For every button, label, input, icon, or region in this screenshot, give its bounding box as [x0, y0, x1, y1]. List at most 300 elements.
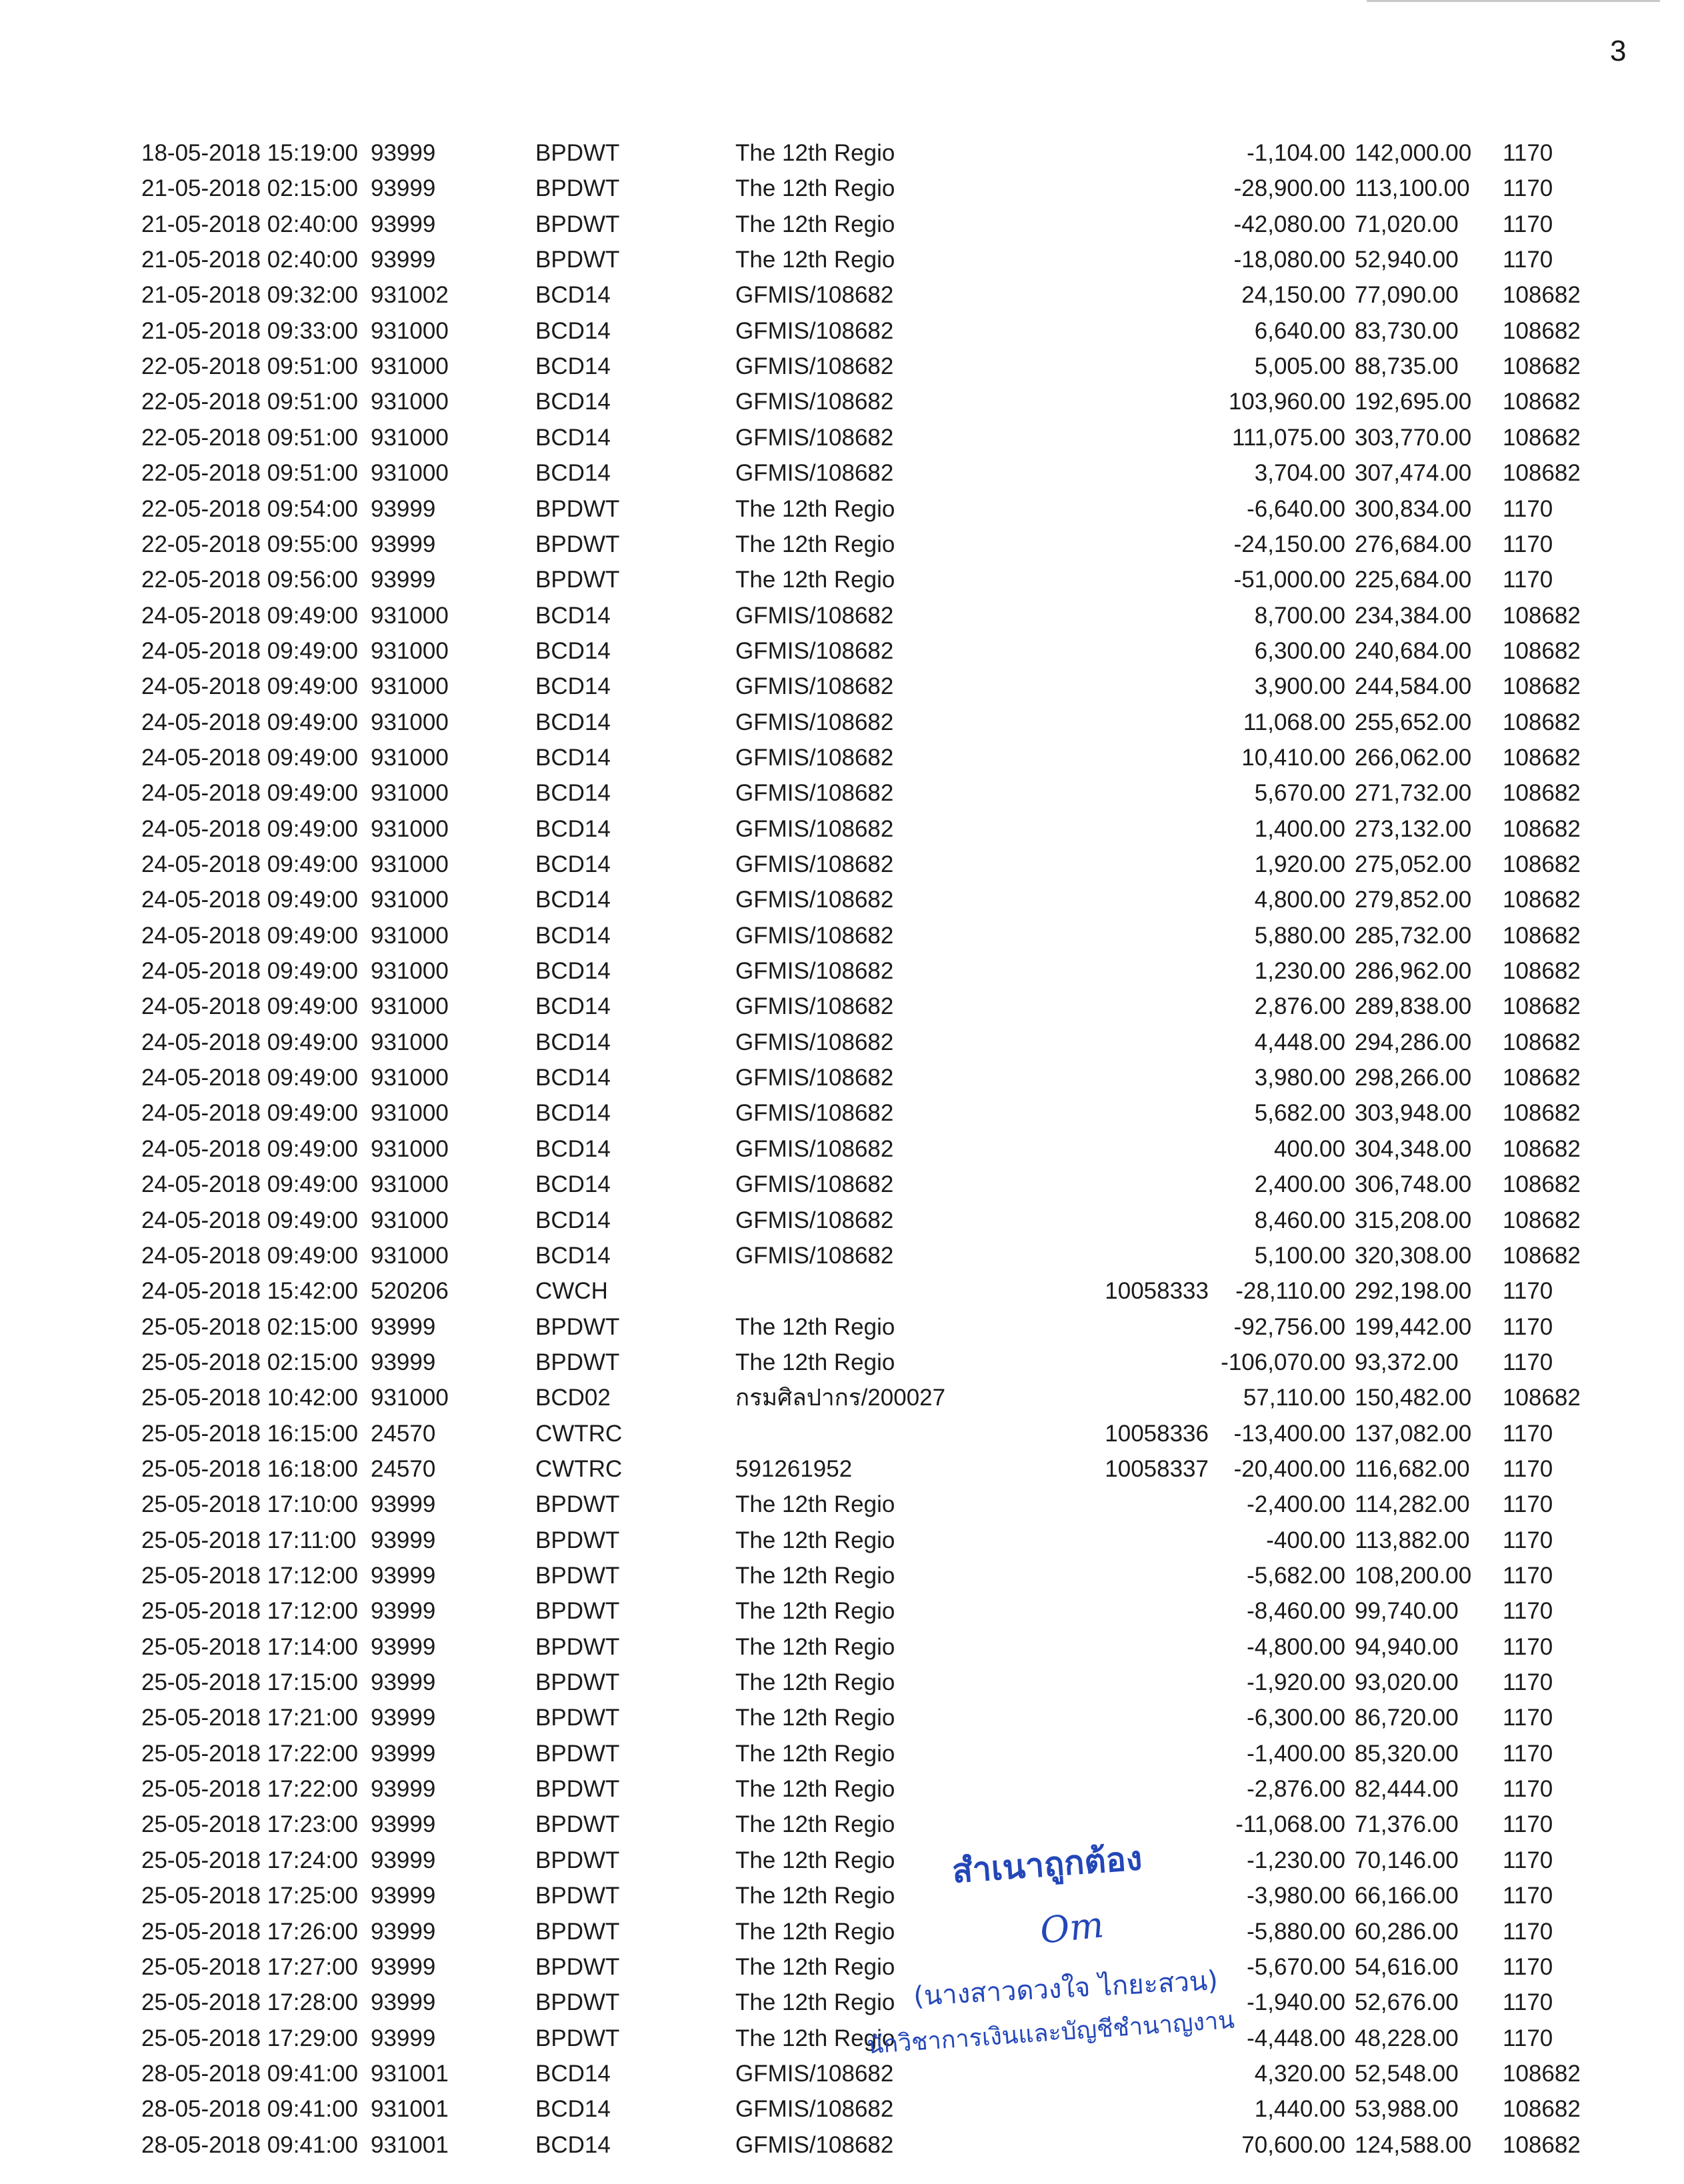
- row-account: 108682: [1503, 1171, 1581, 1198]
- row-code: 931000: [371, 744, 449, 771]
- row-account: 1170: [1503, 1918, 1553, 1945]
- row-type: BPDWT: [535, 1349, 620, 1375]
- row-type: BPDWT: [535, 495, 620, 522]
- row-description: The 12th Regio: [735, 1527, 895, 1553]
- row-type: BCD14: [535, 887, 611, 913]
- stamp-signature: Om: [1037, 1903, 1106, 1952]
- table-row: [0, 2129, 1684, 2162]
- row-code: 931000: [371, 922, 449, 949]
- row-account: 1170: [1503, 1776, 1553, 1803]
- table-row: [0, 1381, 1684, 1415]
- row-balance: 192,695.00: [1355, 389, 1472, 415]
- row-code: 931000: [371, 1385, 449, 1411]
- row-date: 25-05-2018 17:21:00: [141, 1705, 358, 1731]
- row-balance: 266,062.00: [1355, 744, 1472, 771]
- row-balance: 275,052.00: [1355, 851, 1472, 877]
- row-amount: -1,940.00: [1247, 1989, 1345, 2016]
- row-code: 93999: [371, 1598, 436, 1625]
- row-account: 108682: [1503, 602, 1581, 629]
- row-code: 931000: [371, 958, 449, 985]
- row-date: 25-05-2018 17:22:00: [141, 1740, 358, 1767]
- row-account: 1170: [1503, 1313, 1553, 1340]
- row-type: BPDWT: [535, 1527, 620, 1553]
- row-date: 22-05-2018 09:51:00: [141, 353, 358, 380]
- row-type: BCD14: [535, 709, 611, 735]
- table-row: [0, 1951, 1684, 1984]
- row-type: BPDWT: [535, 1740, 620, 1767]
- row-type: BPDWT: [535, 247, 620, 273]
- row-account: 108682: [1503, 1207, 1581, 1233]
- table-row: [0, 955, 1684, 988]
- row-account: 1170: [1503, 1953, 1553, 1980]
- row-code: 931000: [371, 1135, 449, 1162]
- row-type: BPDWT: [535, 1563, 620, 1589]
- table-row: [0, 1844, 1684, 1877]
- row-amount: -1,230.00: [1247, 1847, 1345, 1873]
- row-amount: 103,960.00: [1228, 389, 1345, 415]
- row-amount: -1,920.00: [1247, 1669, 1345, 1696]
- row-amount: 1,230.00: [1254, 958, 1345, 985]
- row-account: 108682: [1503, 1100, 1581, 1127]
- row-amount: 5,670.00: [1254, 780, 1345, 807]
- row-balance: 240,684.00: [1355, 637, 1472, 664]
- row-account: 108682: [1503, 958, 1581, 985]
- row-code: 931000: [371, 673, 449, 700]
- row-description: GFMIS/108682: [735, 317, 894, 344]
- row-type: BPDWT: [535, 1598, 620, 1625]
- row-code: 93999: [371, 531, 436, 557]
- row-date: 25-05-2018 17:11:00: [141, 1527, 357, 1553]
- row-amount: 5,005.00: [1254, 353, 1345, 380]
- row-type: BCD14: [535, 1100, 611, 1127]
- row-type: BCD14: [535, 1242, 611, 1269]
- row-type: BCD14: [535, 389, 611, 415]
- row-code: 931000: [371, 993, 449, 1020]
- row-description: The 12th Regio: [735, 1491, 895, 1518]
- row-amount: -4,448.00: [1247, 2025, 1345, 2051]
- row-description: The 12th Regio: [735, 211, 895, 237]
- table-row: [0, 563, 1684, 597]
- row-date: 25-05-2018 17:10:00: [141, 1491, 358, 1518]
- row-type: BPDWT: [535, 1953, 620, 1980]
- row-balance: 93,372.00: [1355, 1349, 1459, 1375]
- row-date: 24-05-2018 09:49:00: [141, 602, 358, 629]
- row-account: 108682: [1503, 993, 1581, 1020]
- row-type: BCD14: [535, 993, 611, 1020]
- row-balance: 289,838.00: [1355, 993, 1472, 1020]
- row-description: The 12th Regio: [735, 531, 895, 557]
- row-account: 108682: [1503, 744, 1581, 771]
- row-date: 21-05-2018 02:40:00: [141, 211, 358, 237]
- row-amount: 10,410.00: [1241, 744, 1345, 771]
- row-code: 93999: [371, 1313, 436, 1340]
- row-date: 24-05-2018 09:49:00: [141, 1100, 358, 1127]
- row-code: 93999: [371, 1740, 436, 1767]
- row-balance: 315,208.00: [1355, 1207, 1472, 1233]
- row-code: 931001: [371, 2060, 449, 2087]
- row-code: 24570: [371, 1455, 436, 1482]
- row-balance: 70,146.00: [1355, 1847, 1459, 1873]
- row-description: GFMIS/108682: [735, 637, 894, 664]
- row-balance: 307,474.00: [1355, 460, 1472, 487]
- row-account: 108682: [1503, 709, 1581, 735]
- row-balance: 286,962.00: [1355, 958, 1472, 985]
- row-date: 24-05-2018 09:49:00: [141, 744, 358, 771]
- row-account: 1170: [1503, 1740, 1553, 1767]
- row-type: BCD14: [535, 1207, 611, 1233]
- row-account: 108682: [1503, 424, 1581, 451]
- row-balance: 108,200.00: [1355, 1563, 1472, 1589]
- row-balance: 271,732.00: [1355, 780, 1472, 807]
- row-code: 93999: [371, 567, 436, 593]
- row-account: 108682: [1503, 2096, 1581, 2123]
- table-row: [0, 813, 1684, 846]
- table-row: [0, 2022, 1684, 2055]
- row-description: GFMIS/108682: [735, 780, 894, 807]
- row-balance: 306,748.00: [1355, 1171, 1472, 1198]
- row-code: 931000: [371, 424, 449, 451]
- row-account: 1170: [1503, 1989, 1553, 2016]
- row-balance: 71,376.00: [1355, 1811, 1459, 1838]
- row-code: 931000: [371, 317, 449, 344]
- row-date: 24-05-2018 09:49:00: [141, 1065, 358, 1091]
- row-amount: -5,682.00: [1247, 1563, 1345, 1589]
- row-amount: 1,440.00: [1254, 2096, 1345, 2123]
- row-type: BPDWT: [535, 140, 620, 166]
- row-account: 108682: [1503, 460, 1581, 487]
- row-type: BPDWT: [535, 211, 620, 237]
- row-code: 931000: [371, 1100, 449, 1127]
- row-code: 93999: [371, 1633, 436, 1660]
- row-code: 931000: [371, 460, 449, 487]
- row-description: GFMIS/108682: [735, 709, 894, 735]
- table-row: [0, 741, 1684, 775]
- row-balance: 99,740.00: [1355, 1598, 1459, 1625]
- row-code: 931001: [371, 2131, 449, 2158]
- row-amount: -1,400.00: [1247, 1740, 1345, 1767]
- row-type: BCD14: [535, 282, 611, 309]
- row-account: 1170: [1503, 1883, 1553, 1909]
- table-row: [0, 706, 1684, 739]
- row-amount: 8,460.00: [1254, 1207, 1345, 1233]
- table-row: [0, 2093, 1684, 2126]
- row-type: BPDWT: [535, 1776, 620, 1803]
- row-code: 93999: [371, 1705, 436, 1731]
- row-account: 108682: [1503, 1242, 1581, 1269]
- row-code: 93999: [371, 1563, 436, 1589]
- row-amount: 1,920.00: [1254, 851, 1345, 877]
- row-code: 93999: [371, 140, 436, 166]
- row-date: 25-05-2018 17:26:00: [141, 1918, 358, 1945]
- table-row: [0, 1808, 1684, 1841]
- row-date: 25-05-2018 17:12:00: [141, 1563, 358, 1589]
- row-amount: -1,104.00: [1247, 140, 1345, 166]
- row-code: 93999: [371, 175, 436, 202]
- row-type: BPDWT: [535, 2025, 620, 2051]
- row-code: 520206: [371, 1278, 449, 1305]
- row-amount: -20,400.00: [1233, 1455, 1345, 1482]
- row-code: 93999: [371, 1491, 436, 1518]
- row-balance: 298,266.00: [1355, 1065, 1472, 1091]
- row-amount: 1,400.00: [1254, 815, 1345, 842]
- row-amount: 8,700.00: [1254, 602, 1345, 629]
- table-row: [0, 528, 1684, 561]
- row-date: 25-05-2018 17:22:00: [141, 1776, 358, 1803]
- row-code: 931000: [371, 709, 449, 735]
- row-date: 25-05-2018 02:15:00: [141, 1349, 358, 1375]
- row-description: GFMIS/108682: [735, 2096, 894, 2123]
- page-number: 3: [1610, 35, 1627, 67]
- row-balance: 285,732.00: [1355, 922, 1472, 949]
- table-row: [0, 1879, 1684, 1913]
- row-amount: 4,448.00: [1254, 1029, 1345, 1055]
- row-account: 1170: [1503, 1527, 1553, 1553]
- row-balance: 88,735.00: [1355, 353, 1459, 380]
- table-row: [0, 1133, 1684, 1166]
- row-date: 24-05-2018 09:49:00: [141, 780, 358, 807]
- row-amount: 3,704.00: [1254, 460, 1345, 487]
- row-reference: 10058333: [1105, 1278, 1209, 1305]
- row-description: The 12th Regio: [735, 1563, 895, 1589]
- table-row: [0, 1666, 1684, 1699]
- row-date: 21-05-2018 02:40:00: [141, 247, 358, 273]
- row-amount: 5,682.00: [1254, 1100, 1345, 1127]
- row-account: 108682: [1503, 1135, 1581, 1162]
- row-balance: 303,770.00: [1355, 424, 1472, 451]
- row-date: 24-05-2018 09:49:00: [141, 1135, 358, 1162]
- row-balance: 113,100.00: [1355, 175, 1470, 202]
- stamp-signer-position: นักวิชาการเงินและบัญชีชำนาญงาน: [866, 2006, 1236, 2060]
- row-description: GFMIS/108682: [735, 389, 894, 415]
- row-amount: -2,876.00: [1247, 1776, 1345, 1803]
- row-account: 1170: [1503, 175, 1553, 202]
- row-balance: 48,228.00: [1355, 2025, 1459, 2051]
- row-balance: 225,684.00: [1355, 567, 1472, 593]
- row-description: GFMIS/108682: [735, 1029, 894, 1055]
- row-description: GFMIS/108682: [735, 602, 894, 629]
- table-row: [0, 919, 1684, 953]
- row-code: 93999: [371, 1918, 436, 1945]
- row-code: 93999: [371, 495, 436, 522]
- row-amount: 11,068.00: [1243, 709, 1345, 735]
- table-row: [0, 1559, 1684, 1593]
- stamp-certified-copy: สำเนาถูกต้อง: [951, 1839, 1144, 1891]
- row-date: 25-05-2018 16:15:00: [141, 1420, 358, 1447]
- row-type: BPDWT: [535, 1491, 620, 1518]
- row-date: 18-05-2018 15:19:00: [141, 140, 358, 166]
- row-description: The 12th Regio: [735, 1811, 895, 1838]
- row-description: GFMIS/108682: [735, 958, 894, 985]
- row-amount: 2,876.00: [1254, 993, 1345, 1020]
- table-row: [0, 279, 1684, 312]
- row-account: 1170: [1503, 1669, 1553, 1696]
- row-account: 1170: [1503, 1598, 1553, 1625]
- row-amount: -24,150.00: [1233, 531, 1345, 557]
- row-code: 931000: [371, 1065, 449, 1091]
- table-row: [0, 385, 1684, 419]
- row-date: 25-05-2018 17:23:00: [141, 1811, 358, 1838]
- table-row: [0, 1524, 1684, 1557]
- row-date: 22-05-2018 09:55:00: [141, 531, 358, 557]
- row-description: GFMIS/108682: [735, 744, 894, 771]
- row-description: GFMIS/108682: [735, 815, 894, 842]
- row-balance: 320,308.00: [1355, 1242, 1472, 1269]
- row-account: 1170: [1503, 247, 1553, 273]
- table-row: [0, 1595, 1684, 1628]
- row-type: BPDWT: [535, 1847, 620, 1873]
- table-row: [0, 1026, 1684, 1059]
- row-account: 108682: [1503, 2131, 1581, 2158]
- row-balance: 137,082.00: [1355, 1420, 1472, 1447]
- row-amount: -28,110.00: [1235, 1278, 1345, 1305]
- row-amount: -5,880.00: [1247, 1918, 1345, 1945]
- row-date: 25-05-2018 17:15:00: [141, 1669, 358, 1696]
- row-date: 24-05-2018 09:49:00: [141, 1171, 358, 1198]
- row-description: The 12th Regio: [735, 1740, 895, 1767]
- row-type: BPDWT: [535, 1633, 620, 1660]
- row-account: 1170: [1503, 1563, 1553, 1589]
- row-amount: -6,640.00: [1247, 495, 1345, 522]
- row-type: CWCH: [535, 1278, 608, 1305]
- row-code: 931000: [371, 602, 449, 629]
- row-date: 25-05-2018 17:27:00: [141, 1953, 358, 1980]
- row-description: GFMIS/108682: [735, 460, 894, 487]
- row-date: 22-05-2018 09:51:00: [141, 460, 358, 487]
- row-description: The 12th Regio: [735, 175, 895, 202]
- row-description: The 12th Regio: [735, 1847, 895, 1873]
- row-balance: 71,020.00: [1355, 211, 1459, 237]
- row-account: 1170: [1503, 1811, 1553, 1838]
- row-code: 93999: [371, 1527, 436, 1553]
- row-description: GFMIS/108682: [735, 1135, 894, 1162]
- row-type: BCD14: [535, 922, 611, 949]
- row-code: 93999: [371, 211, 436, 237]
- row-balance: 86,720.00: [1355, 1705, 1459, 1731]
- top-border-line: [1367, 0, 1660, 2]
- row-account: 1170: [1503, 1491, 1553, 1518]
- row-description: The 12th Regio: [735, 1349, 895, 1375]
- row-description: GFMIS/108682: [735, 1207, 894, 1233]
- table-row: [0, 1168, 1684, 1201]
- row-balance: 124,588.00: [1355, 2131, 1472, 2158]
- stamp-signer-name: (นางสาวดวงใจ ไกยะสวน): [913, 1965, 1219, 2012]
- row-type: CWTRC: [535, 1455, 623, 1482]
- row-account: 1170: [1503, 495, 1553, 522]
- row-balance: 85,320.00: [1355, 1740, 1459, 1767]
- row-date: 22-05-2018 09:51:00: [141, 389, 358, 415]
- row-account: 1170: [1503, 1705, 1553, 1731]
- row-description: The 12th Regio: [735, 1705, 895, 1731]
- row-code: 93999: [371, 1349, 436, 1375]
- row-code: 931000: [371, 1029, 449, 1055]
- row-amount: -11,068.00: [1235, 1811, 1345, 1838]
- row-balance: 234,384.00: [1355, 602, 1472, 629]
- row-type: BCD14: [535, 424, 611, 451]
- row-balance: 82,444.00: [1355, 1776, 1459, 1803]
- row-date: 25-05-2018 10:42:00: [141, 1385, 358, 1411]
- row-description: GFMIS/108682: [735, 424, 894, 451]
- row-balance: 93,020.00: [1355, 1669, 1459, 1696]
- table-row: [0, 1737, 1684, 1771]
- row-description: GFMIS/108682: [735, 887, 894, 913]
- row-date: 24-05-2018 09:49:00: [141, 958, 358, 985]
- row-date: 24-05-2018 09:49:00: [141, 1029, 358, 1055]
- row-description: GFMIS/108682: [735, 2131, 894, 2158]
- row-code: 931000: [371, 851, 449, 877]
- row-amount: 111,075.00: [1232, 424, 1345, 451]
- row-amount: -4,800.00: [1247, 1633, 1345, 1660]
- row-balance: 292,198.00: [1355, 1278, 1472, 1305]
- row-amount: -106,070.00: [1221, 1349, 1345, 1375]
- row-date: 24-05-2018 09:49:00: [141, 637, 358, 664]
- row-description: GFMIS/108682: [735, 1171, 894, 1198]
- row-balance: 303,948.00: [1355, 1100, 1472, 1127]
- row-type: BPDWT: [535, 1313, 620, 1340]
- row-amount: 400.00: [1273, 1135, 1345, 1162]
- row-account: 1170: [1503, 140, 1553, 166]
- row-description: GFMIS/108682: [735, 851, 894, 877]
- row-amount: 24,150.00: [1241, 282, 1345, 309]
- row-type: BCD14: [535, 637, 611, 664]
- row-type: BCD14: [535, 317, 611, 344]
- row-balance: 54,616.00: [1355, 1953, 1459, 1980]
- row-code: 931000: [371, 815, 449, 842]
- table-row: [0, 670, 1684, 703]
- row-type: BCD14: [535, 815, 611, 842]
- row-account: 108682: [1503, 851, 1581, 877]
- row-balance: 304,348.00: [1355, 1135, 1472, 1162]
- row-account: 1170: [1503, 1420, 1553, 1447]
- table-row: [0, 848, 1684, 881]
- row-description: The 12th Regio: [735, 247, 895, 273]
- table-row: [0, 1061, 1684, 1095]
- row-code: 93999: [371, 1883, 436, 1909]
- row-date: 24-05-2018 09:49:00: [141, 1242, 358, 1269]
- row-date: 22-05-2018 09:56:00: [141, 567, 358, 593]
- row-type: BCD14: [535, 353, 611, 380]
- row-amount: 4,800.00: [1254, 887, 1345, 913]
- row-type: BCD14: [535, 673, 611, 700]
- row-code: 931000: [371, 353, 449, 380]
- table-row: [0, 315, 1684, 348]
- row-account: 108682: [1503, 887, 1581, 913]
- row-date: 25-05-2018 17:29:00: [141, 2025, 358, 2051]
- table-row: [0, 1453, 1684, 1486]
- table-row: [0, 1701, 1684, 1735]
- row-type: BPDWT: [535, 531, 620, 557]
- table-row: [0, 1773, 1684, 1806]
- row-account: 108682: [1503, 2060, 1581, 2087]
- row-code: 931000: [371, 1242, 449, 1269]
- row-balance: 142,000.00: [1355, 140, 1472, 166]
- row-code: 931000: [371, 887, 449, 913]
- row-description: The 12th Regio: [735, 1953, 895, 1980]
- row-date: 24-05-2018 09:49:00: [141, 1207, 358, 1233]
- row-amount: -42,080.00: [1233, 211, 1345, 237]
- row-amount: -13,400.00: [1233, 1420, 1345, 1447]
- row-date: 25-05-2018 17:25:00: [141, 1883, 358, 1909]
- row-date: 25-05-2018 02:15:00: [141, 1313, 358, 1340]
- row-date: 21-05-2018 09:33:00: [141, 317, 358, 344]
- row-code: 93999: [371, 2025, 436, 2051]
- row-description: The 12th Regio: [735, 1989, 895, 2016]
- row-amount: -6,300.00: [1247, 1705, 1345, 1731]
- row-code: 931000: [371, 780, 449, 807]
- row-account: 108682: [1503, 389, 1581, 415]
- row-amount: 70,600.00: [1241, 2131, 1345, 2158]
- row-type: BPDWT: [535, 1918, 620, 1945]
- row-amount: 6,640.00: [1254, 317, 1345, 344]
